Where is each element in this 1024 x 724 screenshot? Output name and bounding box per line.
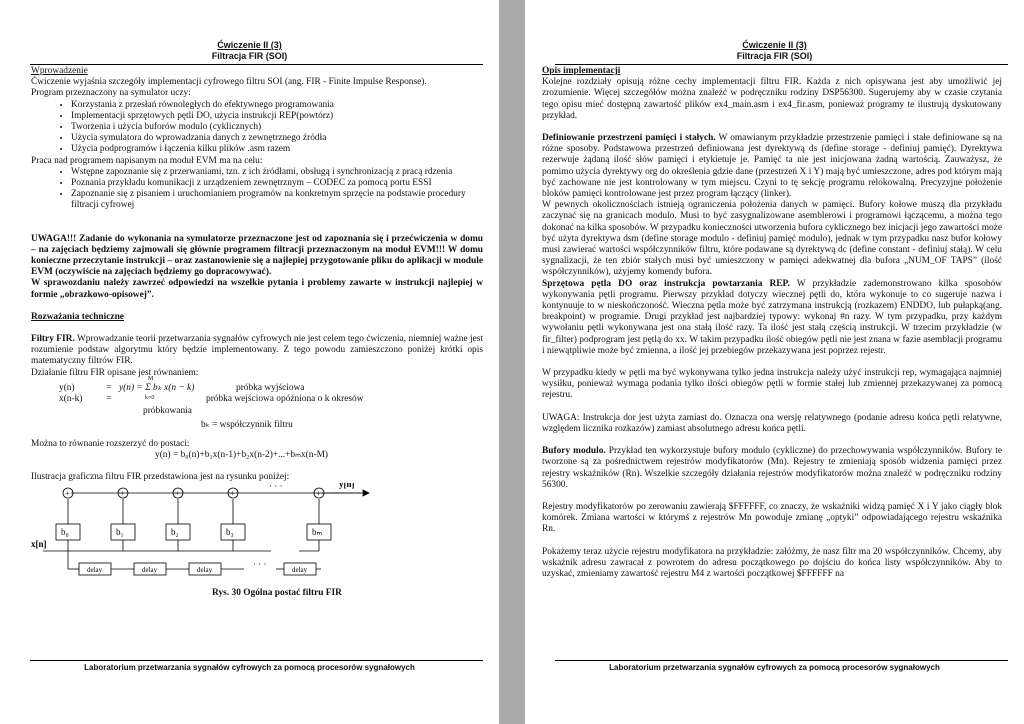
page-header bbox=[525, 40, 1024, 62]
modulo-paragraph-3: Pokażemy teraz użycie rejestru modyfikatora na przykładzie: załóżmy, że nasz filtr ma 20 współczynników. Chcemy, aby wskaźnik adresu zawracał z powrotem do adresu początkowego po dojściu do końca listy współczynników. Aby to uzyskać, zmieniamy zawartość rejestru M4 z wartości początkowej $FFFFFF na bbox=[542, 546, 1002, 579]
eq-sum-top: M bbox=[148, 375, 154, 382]
delay-label: delay bbox=[142, 566, 158, 575]
fir-diagram bbox=[31, 483, 483, 588]
section-title-intro: Wprowadzenie bbox=[31, 66, 88, 76]
eq-formula: y(n) = Σ bₖ x(n − k) bbox=[119, 382, 195, 393]
memory-lead: Definiowanie przestrzeni pamięci i stałych. bbox=[542, 133, 716, 144]
expanded-equation: y(n) = b₀(n)+b₁x(n-1)+b₂x(n-2)+...+bₘx(n-M) bbox=[155, 450, 329, 461]
memory-paragraph bbox=[542, 133, 1002, 200]
loop-paragraph bbox=[542, 279, 1002, 357]
modulo-paragraph-2: Rejestry modyfikatorów po zerowaniu zawierają $FFFFFF, co znaczy, że wskaźniki widzą pamięć X i Y jako ciągły blok komórek. Zmiana wartości w którymś z rejestrów Mn powoduje zmianę „optyki” odpowiadającego rejestru wskaźnika Rn. bbox=[542, 501, 1002, 535]
header-line1: Ćwiczenie II (3) bbox=[217, 40, 282, 50]
eq-equals: = bbox=[106, 393, 112, 404]
coef-b1: b₁ bbox=[116, 527, 124, 538]
section-title-technical: Rozważania techniczne bbox=[31, 311, 124, 322]
page-footer: Laboratorium przetwarzania sygnałów cyfrowych za pomocą procesorów sygnałowych bbox=[609, 663, 940, 672]
delay-label: delay bbox=[197, 566, 213, 575]
report-note: W sprawozdaniu należy zawrzeć odpowiedzi na wszelkie pytania i problemy zawarte w instrukcji najlepiej w formie „obrazkowo-opisowej”. bbox=[31, 278, 483, 300]
loop-text: W przykładzie zademonstrowano kilka sposobów wykonywania pętli programu. Pierwszy przykład dotyczy wiecznej pętli do, która wykonuje to co sugeruje nazwa i kontynuuje to w nieskończoność. Wieczna pętla może być zatrzymana instrukcją (rozkazem) ENDDO, lub pułapką(ang. breakpoint) w programie. Drugi przykład jest najbardziej typowy: wykonaj #n razy. W tym przypadku, przy każdym wywołaniu pętli wykonywana jest ona stałą ilość razy. Ta ilość jest stałą częścią instrukcji. W trzecim przykładzie (w fir_filter) podprogram jest pętlą do xx. W takim przypadku ilość obiegów pętli nie jest znana w fazie asemblacji programu i niewątpliwie może być zmienna, a ilość jej przebiegów przekazywana jest poprzez rejestr. bbox=[542, 278, 1002, 356]
eq-output-desc: próbka wyjściowa bbox=[236, 382, 305, 393]
delay-label: delay bbox=[87, 566, 103, 575]
list-item: • Implementacji sprzętowych pętli DO, użycia instrukcji REP(powtórz) bbox=[71, 111, 483, 122]
illustration-text: Ilustracja graficzna filtru FIR przedstawiona jest na rysunku poniżej: bbox=[31, 472, 290, 483]
modulo-text: Przykład ten wykorzystuje bufory modulo (cykliczne) do przechowywania współczynników. Bufory te tworzone są za pośrednictwem rejestrów modyfikatorów (Mn). Rejestry te zmieniają sposób widzenia pamięci przez rejestry wskaźników (Rn). Wszelkie szczegóły działania rejestrów modyfikatorów można znaleźć w podręczniku rodziny 56300. bbox=[542, 446, 1002, 490]
bullet-list-evm bbox=[31, 167, 483, 212]
header-line2: Filtracja FIR (SOI) bbox=[736, 51, 813, 61]
footer-rule bbox=[555, 660, 1008, 661]
header-line1: Ćwiczenie II (3) bbox=[742, 40, 807, 50]
coef-b0: b₀ bbox=[61, 527, 69, 538]
fir-description: Działanie filtru FIR opisane jest równaniem: bbox=[31, 367, 199, 378]
footer-rule bbox=[30, 660, 483, 661]
intro-paragraph: Ćwiczenie wyjaśnia szczegóły implementacji cyfrowego filtru SOI (ang. FIR - Finite Impulse Response). bbox=[31, 77, 427, 88]
list-item: • Zapoznanie się z pisaniem i uruchomianiem programów na konkretnym sprzęcie na podstawie procedury filtracji cyfrowej bbox=[71, 189, 483, 211]
fir-text: Wprowadzanie teorii przetwarzania sygnałów cyfrowych nie jest celem tego ćwiczenia, niemniej ważne jest rozumienie podstaw algorytmu który będzie implementowany. Z tego powodu zamieszczono poniżej krótki opis matematyczny filtrów FIR. bbox=[31, 334, 483, 367]
warning-paragraph: UWAGA!!! Zadanie do wykonania na symulatorze przeznaczone jest od zapoznania się i przećwiczenia w domu – na zajęciach będziemy zajmowali się głównie programem filtracji przeznaczonym na moduł EVM!!! W domu konieczne przeczytanie instrukcji – oraz zastanowienie się a najlepiej przygotowanie pliku do aplikacji w module EVM (oczywiście na zajęciach będziemy go dopracowywać). bbox=[31, 233, 483, 278]
dots-bottom: · · · bbox=[253, 559, 267, 570]
dots-top: · · · bbox=[269, 483, 283, 492]
fir-equation bbox=[31, 375, 483, 439]
input-label: x[n] bbox=[31, 539, 47, 550]
eq-sum-bottom: k=0 bbox=[145, 394, 155, 401]
expand-text: Można to równanie rozszerzyć do postaci: bbox=[31, 438, 190, 449]
fir-paragraph bbox=[31, 334, 483, 368]
intro-paragraph: Praca nad programem napisanym na moduł EVM ma na celu: bbox=[31, 155, 263, 166]
list-item: • Tworzenia i użycia buforów modulo (cyklicznych) bbox=[71, 122, 483, 133]
eq-x-label: x(n-k) bbox=[59, 393, 83, 404]
page-footer: Laboratorium przetwarzania sygnałów cyfrowych za pomocą procesorów sygnałowych bbox=[84, 663, 415, 672]
loop-lead: Sprzętowa pętla DO oraz instrukcja powtarzania REP. bbox=[542, 278, 790, 289]
eq-y-label: y(n) bbox=[59, 382, 75, 393]
memory-paragraph-2: W pewnych okolicznościach istnieją ograniczenia położenia danych w pamięci. Bufory kołowe muszą dla przykładu zaczynać się na granicach modulo. Musi to być zasygnalizowane asemblerowi i programowi łączącemu, a można tego dokonać na kilka sposobów. W przypadku konieczności utworzenia bufora cyklicznego bez inicjacji jego zawartości może być użyta dyrektywa dsm (define storage modulo - definiuj pamięć modulo), jednak w tym przypadku nasz bufor kołowy musi zawierać wartości współczynników filtru, które podawane są dyrektywą dc (define constant - definiuj stałą). W celu sygnalizacji, że ten zbiór stałych musi być umieszczony w pamięci adekwatnej dla bufora „NUM_OF TAPS” (ilość współczynników), użyjemy komendy bufora. bbox=[542, 200, 1002, 278]
section-title-implementation: Opis implementacji bbox=[542, 66, 621, 76]
eq-coef-desc: bₖ = współczynnik filtru bbox=[201, 419, 293, 430]
adder-plus: + bbox=[65, 489, 70, 499]
header-rule bbox=[555, 64, 1008, 65]
eq-equals: = bbox=[106, 382, 112, 393]
fir-lead: Filtry FIR. bbox=[31, 334, 75, 345]
list-item: • Poznania przykładu komunikacji z urządzeniem zewnętrznym – CODEC za pomocą portu ESSI bbox=[71, 178, 483, 189]
adder-plus: + bbox=[230, 489, 235, 499]
bullet-list-simulator bbox=[31, 100, 483, 156]
list-item: • Korzystania z przesłań równoległych do efektywnego programowania bbox=[71, 100, 483, 111]
eq-input-desc-2: próbkowania bbox=[143, 405, 192, 416]
right-page bbox=[525, 0, 1024, 724]
right-page-body bbox=[542, 66, 1002, 580]
fir-diagram-svg bbox=[31, 483, 483, 588]
modulo-lead: Bufory modulo. bbox=[542, 446, 606, 457]
memory-text: W omawianym przykładzie przestrzenie pamięci i stałe definiowane są na różne sposoby. Podstawowa przestrzeń definiowana jest dyrektywą ds (define storage - definiuj pamięć). Dyrektywa rezerwuje żądaną ilość słów pamięci i etykietuje je. Pamięć ta nie jest inicjowana żadną wartością. Zauważysz, że pomimo użycia dyrektywy org do określenia gdzie dane (przestrzeń X i Y) mają być umieszczone, adres pod którym mają być zachowane nie jest kontrolowany w tym miejscu. Czyni to tę sekcję programu relokowalną. Precyzyjne położenie bloków pamięci kontrolowane jest przez program łączący (linker). bbox=[542, 133, 1002, 200]
list-item: • Użycia symulatora do wprowadzania danych z zewnętrznego źródła bbox=[71, 133, 483, 144]
rep-paragraph: W przypadku kiedy w pętli ma być wykonywana tylko jedna instrukcja należy użyć instrukcji rep, wymagająca najmniej wysiłku, ponieważ wymaga podania tylko ilości obiegów pętli w formie stałej lub zmiennej przekazywanej za pomocą rejestru. bbox=[542, 368, 1002, 401]
header-line2: Filtracja FIR (SOI) bbox=[211, 51, 288, 61]
header-rule bbox=[30, 64, 483, 65]
page-header bbox=[0, 40, 499, 62]
coef-b2: b₂ bbox=[171, 527, 179, 538]
list-item: • Wstępne zapoznanie się z przerwaniami, tzn. z ich źródłami, obsługą i synchronizacją z pracą rdzenia bbox=[71, 167, 483, 178]
figure-caption: Rys. 30 Ogólna postać filtru FIR bbox=[212, 588, 342, 599]
adder-plus: + bbox=[175, 489, 180, 499]
coef-b3: b₃ bbox=[226, 527, 234, 538]
note-paragraph: UWAGA: Instrukcja dor jest użyta zamiast do. Oznacza ona wersję relatywnego (podanie adresu końca pętli relatywne, względem licznika rozkazów) zamiast absolutnego adresu końca pętli. bbox=[542, 412, 1002, 434]
left-page-body bbox=[31, 66, 483, 600]
modulo-paragraph bbox=[542, 446, 1002, 491]
adder-plus: + bbox=[316, 489, 321, 499]
list-item: • Użycia podprogramów i łączenia kilku plików .asm razem bbox=[71, 144, 483, 155]
output-label: y[n] bbox=[339, 483, 355, 490]
delay-label: delay bbox=[292, 566, 308, 575]
left-page bbox=[0, 0, 499, 724]
adder-plus: + bbox=[120, 489, 125, 499]
eq-input-desc: próbka wejściowa opóźniona o k okresów bbox=[206, 393, 364, 404]
coef-bm: bₘ bbox=[312, 527, 323, 538]
intro-paragraph: Program przeznaczony na symulator uczy: bbox=[31, 88, 191, 99]
impl-paragraph: Kolejne rozdziały opisują różne cechy implementacji filtru FIR. Każda z nich opisywana jest aby umożliwić jej zrozumienie. Więcej szczegółów można znaleźć w podręczniku rodziny DSP56300. Sugerujemy aby w czasie czytania tego opisu mieć dostępną zawartość plików ex4_main.asm i ex4_fir.asm, ponieważ programy te ilustrują dyskutowany przykład. bbox=[542, 77, 1002, 121]
